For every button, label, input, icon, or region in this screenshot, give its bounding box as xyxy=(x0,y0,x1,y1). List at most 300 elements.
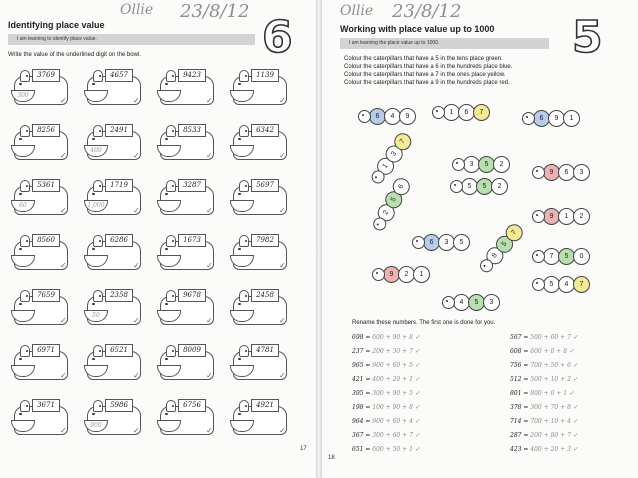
dog-ear xyxy=(93,180,103,192)
caterpillar-head xyxy=(532,278,545,291)
caterpillar-head xyxy=(532,250,545,263)
dog-ear xyxy=(166,70,176,82)
rename-number: 237 = xyxy=(352,348,373,355)
dog-card xyxy=(229,229,293,271)
worksheet-number: 5 xyxy=(572,12,603,63)
dog-ear xyxy=(20,70,30,82)
dog-nose xyxy=(165,138,168,140)
rename-number: 423 = xyxy=(510,446,531,453)
rename-answer: 90 + xyxy=(392,390,410,397)
dog-card xyxy=(83,229,147,271)
number-card: 9678 xyxy=(178,289,206,302)
rename-number: 287 = xyxy=(510,432,531,439)
dog-ear xyxy=(166,345,176,357)
dog-nose xyxy=(19,413,22,415)
dog-eye xyxy=(172,350,174,352)
rename-row xyxy=(510,334,578,341)
dog-nose xyxy=(165,193,168,195)
number-card: 8009 xyxy=(178,344,206,357)
caterpillar-head xyxy=(532,166,545,179)
bowl-answer: 1,000 xyxy=(84,200,108,212)
caterpillar-segment: 1 xyxy=(443,104,460,121)
caterpillar-segment: 8 xyxy=(483,244,507,268)
dog-card xyxy=(156,119,220,161)
dog-nose xyxy=(19,138,22,140)
rename-number: 421 = xyxy=(352,376,373,383)
copyright-notice xyxy=(0,260,1,360)
dog-card xyxy=(156,339,220,381)
rename-answer: 500 + xyxy=(530,334,551,341)
caterpillar xyxy=(532,276,590,293)
number-card: 2458 xyxy=(251,289,279,302)
rename-answer: 200 + xyxy=(372,348,393,355)
rename-number: 367 = xyxy=(352,432,373,439)
dog-nose xyxy=(238,193,241,195)
dog-eye xyxy=(245,405,247,407)
rename-answer: 5 ✓ xyxy=(409,390,420,397)
number-card: 5697 xyxy=(251,179,279,192)
dog-nose xyxy=(238,303,241,305)
check-mark-icon: ✓ xyxy=(206,316,213,325)
check-mark-icon: ✓ xyxy=(133,151,140,160)
dog-ear xyxy=(166,290,176,302)
check-mark-icon: ✓ xyxy=(133,426,140,435)
check-mark-icon: ✓ xyxy=(60,316,67,325)
rename-number: 395 = xyxy=(352,390,373,397)
dog-eye xyxy=(245,75,247,77)
check-mark-icon: ✓ xyxy=(206,206,213,215)
dog-nose xyxy=(165,303,168,305)
dog-card xyxy=(156,64,220,106)
dog-ear xyxy=(239,400,249,412)
dog-eye xyxy=(26,130,28,132)
check-mark-icon: ✓ xyxy=(279,316,286,325)
caterpillar-segment: 4 xyxy=(384,108,401,125)
dog-nose xyxy=(92,248,95,250)
dog-eye xyxy=(99,295,101,297)
rename-row xyxy=(510,446,578,453)
caterpillar xyxy=(358,108,416,125)
rename-answer: 600 + xyxy=(372,446,393,453)
caterpillar-head xyxy=(452,158,465,171)
rename-answer: 0 + xyxy=(550,390,564,397)
dog-nose xyxy=(165,248,168,250)
rename-answer: 60 + xyxy=(392,418,410,425)
rename-answer: 60 + xyxy=(392,432,410,439)
dog-eye xyxy=(99,350,101,352)
rename-row xyxy=(510,418,578,425)
number-card: 6342 xyxy=(251,124,279,137)
rename-row xyxy=(352,418,420,425)
page-title: Identifying place value xyxy=(8,20,105,30)
check-mark-icon: ✓ xyxy=(60,206,67,215)
bowl-answer: 300 xyxy=(11,90,35,102)
dog-nose xyxy=(92,83,95,85)
caterpillar-segment: 6 xyxy=(423,234,440,251)
rename-answer: 400 + xyxy=(530,446,551,453)
bowl-answer: 400 xyxy=(84,145,108,157)
rename-answer: 7 ✓ xyxy=(409,348,420,355)
number-card: 7659 xyxy=(32,289,60,302)
bowl-answer: 50 xyxy=(84,310,108,322)
dog-nose xyxy=(92,303,95,305)
instruction-2: Colour the caterpillars that have a 6 in the hundreds place blue. xyxy=(344,64,513,70)
rename-row xyxy=(352,348,420,355)
rename-answer: 400 + xyxy=(372,376,393,383)
dog-nose xyxy=(238,83,241,85)
rename-number: 714 = xyxy=(510,418,531,425)
dog-card xyxy=(10,229,74,271)
rename-answer: 1 ✓ xyxy=(563,390,575,397)
caterpillar xyxy=(432,104,490,121)
rename-answer: 300 + xyxy=(372,432,393,439)
rename-row xyxy=(352,376,420,383)
caterpillar-segment: 7 xyxy=(573,276,590,293)
check-mark-icon: ✓ xyxy=(60,151,67,160)
rename-number: 651 = xyxy=(352,446,373,453)
rename-row xyxy=(510,390,574,397)
dog-ear xyxy=(20,235,30,247)
number-card: 3287 xyxy=(178,179,206,192)
caterpillar-segment: 6 xyxy=(369,108,386,125)
rename-answer: 20 + xyxy=(550,446,568,453)
handwritten-date: 23/8/12 xyxy=(392,1,462,22)
rename-answer: 300 + xyxy=(530,404,551,411)
rename-answer: 600 + xyxy=(530,348,551,355)
check-mark-icon: ✓ xyxy=(279,206,286,215)
dog-nose xyxy=(19,248,22,250)
caterpillar-segment: 2 xyxy=(573,208,590,225)
rename-answer: 8 ✓ xyxy=(563,348,575,355)
learning-objective: I am learning the place value up to 1000. xyxy=(340,38,549,49)
caterpillar-head xyxy=(450,180,463,193)
caterpillar xyxy=(476,221,526,276)
rename-answer: 50 + xyxy=(550,362,568,369)
rename-answer: 8 ✓ xyxy=(409,404,420,411)
caterpillar-segment: 5 xyxy=(558,248,575,265)
dog-ear xyxy=(239,345,249,357)
rename-row xyxy=(352,390,420,397)
caterpillar xyxy=(522,110,580,127)
dog-eye xyxy=(172,295,174,297)
number-card: 8256 xyxy=(32,124,60,137)
number-card: 6286 xyxy=(105,234,133,247)
rename-answer: 900 + xyxy=(372,418,393,425)
rename-answer: 4 ✓ xyxy=(567,418,578,425)
dog-card xyxy=(229,394,293,436)
caterpillar-segment: 5 xyxy=(478,156,495,173)
dog-ear xyxy=(93,345,103,357)
dog-card xyxy=(10,119,74,161)
check-mark-icon: ✓ xyxy=(133,206,140,215)
caterpillar-segment: 5 xyxy=(543,276,560,293)
caterpillar xyxy=(367,130,414,187)
caterpillar-segment: 2 xyxy=(491,178,508,195)
dog-card xyxy=(83,284,147,326)
rename-number: 801 = xyxy=(510,390,531,397)
caterpillar-segment: 6 xyxy=(458,104,475,121)
rename-number: 698 = xyxy=(352,334,373,341)
check-mark-icon: ✓ xyxy=(60,426,67,435)
caterpillar-segment: 9 xyxy=(543,164,560,181)
check-mark-icon: ✓ xyxy=(279,426,286,435)
caterpillar-head xyxy=(442,296,455,309)
dog-card xyxy=(83,174,147,216)
dog-nose xyxy=(165,358,168,360)
dog-nose xyxy=(19,83,22,85)
dog-ear xyxy=(93,290,103,302)
number-card: 6756 xyxy=(178,399,206,412)
caterpillar-segment: 2 xyxy=(493,156,510,173)
number-card: 9423 xyxy=(178,69,206,82)
number-card: 2358 xyxy=(105,289,133,302)
rename-answer: 8 ✓ xyxy=(409,334,420,341)
dog-ear xyxy=(239,70,249,82)
instruction-3: Colour the caterpillars that have a 7 in the ones place yellow. xyxy=(344,72,506,78)
dog-eye xyxy=(26,405,28,407)
rename-number: 378 = xyxy=(510,404,531,411)
rename-answer: 7 ✓ xyxy=(567,334,578,341)
dog-card xyxy=(10,64,74,106)
caterpillar-segment: 1 xyxy=(558,208,575,225)
caterpillar-segment: 5 xyxy=(461,178,478,195)
caterpillar xyxy=(369,175,413,234)
caterpillar-segment: 4 xyxy=(558,276,575,293)
rename-number: 965 = xyxy=(352,362,373,369)
number-card: 2491 xyxy=(105,124,133,137)
check-mark-icon: ✓ xyxy=(279,151,286,160)
rename-answer: 90 + xyxy=(392,404,410,411)
dog-ear xyxy=(239,180,249,192)
rename-number: 567 = xyxy=(510,334,531,341)
check-mark-icon: ✓ xyxy=(133,96,140,105)
check-mark-icon: ✓ xyxy=(60,96,67,105)
dog-eye xyxy=(245,185,247,187)
rename-answer: 200 + xyxy=(530,432,551,439)
rename-row xyxy=(510,376,578,383)
dog-eye xyxy=(172,185,174,187)
dog-ear xyxy=(20,290,30,302)
rename-answer: 100 + xyxy=(372,404,393,411)
check-mark-icon: ✓ xyxy=(279,371,286,380)
rename-answer: 0 + xyxy=(550,348,564,355)
learning-objective: I am learning to identify place value. xyxy=(8,34,255,45)
bowl-answer: 60 xyxy=(11,200,35,212)
dog-eye xyxy=(26,295,28,297)
number-card: 1673 xyxy=(178,234,206,247)
rename-answer: 60 + xyxy=(550,334,568,341)
caterpillar xyxy=(532,164,590,181)
caterpillar-segment: 0 xyxy=(573,248,590,265)
dog-ear xyxy=(20,125,30,137)
caterpillar xyxy=(452,156,510,173)
dog-eye xyxy=(99,130,101,132)
dog-card xyxy=(229,119,293,161)
dog-ear xyxy=(166,400,176,412)
number-card: 8560 xyxy=(32,234,60,247)
rename-answer: 60 + xyxy=(392,362,410,369)
dog-card xyxy=(83,394,147,436)
dog-card xyxy=(83,64,147,106)
dog-eye xyxy=(245,295,247,297)
dog-card xyxy=(156,284,220,326)
dog-eye xyxy=(26,350,28,352)
left-page xyxy=(0,0,316,478)
number-card: 3769 xyxy=(32,69,60,82)
caterpillar-segment: 1 xyxy=(374,154,398,178)
dog-card xyxy=(83,339,147,381)
rename-answer: 500 + xyxy=(530,376,551,383)
dog-ear xyxy=(166,235,176,247)
rename-answer: 50 + xyxy=(392,446,410,453)
number-card: 8533 xyxy=(178,124,206,137)
dog-card xyxy=(156,394,220,436)
caterpillar xyxy=(532,208,590,225)
dog-eye xyxy=(26,75,28,77)
dog-nose xyxy=(19,358,22,360)
caterpillar-head xyxy=(372,268,385,281)
caterpillar-segment: 3 xyxy=(573,164,590,181)
rename-row xyxy=(352,446,420,453)
caterpillar xyxy=(412,234,470,251)
rename-answer: 300 + xyxy=(372,390,393,397)
dog-ear xyxy=(239,125,249,137)
caterpillar-segment: 7 xyxy=(502,221,526,245)
rename-answer: 8 ✓ xyxy=(567,404,578,411)
caterpillar-segment: 9 xyxy=(543,208,560,225)
caterpillar-segment: 4 xyxy=(453,294,470,311)
check-mark-icon: ✓ xyxy=(279,261,286,270)
dog-eye xyxy=(245,130,247,132)
rename-number: 756 = xyxy=(510,362,531,369)
rename-answer: 80 + xyxy=(550,432,568,439)
dog-ear xyxy=(93,125,103,137)
rename-answer: 900 + xyxy=(372,362,393,369)
caterpillar xyxy=(372,266,430,283)
rename-answer: 5 ✓ xyxy=(409,362,420,369)
dog-nose xyxy=(238,138,241,140)
caterpillar-segment: 6 xyxy=(533,110,550,127)
rename-number: 198 = xyxy=(352,404,373,411)
number-card: 7982 xyxy=(251,234,279,247)
bowl-answer: 900 xyxy=(84,420,108,432)
dog-card xyxy=(10,394,74,436)
caterpillar-head xyxy=(432,106,445,119)
caterpillar xyxy=(450,178,508,195)
check-mark-icon: ✓ xyxy=(133,261,140,270)
dog-eye xyxy=(172,240,174,242)
rename-answer: 700 + xyxy=(530,362,551,369)
rename-answer: 7 ✓ xyxy=(409,432,420,439)
rename-row xyxy=(510,348,574,355)
instruction: Write the value of the underlined digit on the bowl. xyxy=(8,52,141,58)
rename-number: 512 = xyxy=(510,376,531,383)
caterpillar-segment: 5 xyxy=(493,232,517,256)
dog-card xyxy=(229,339,293,381)
number-card: 6521 xyxy=(105,344,133,357)
rename-number: 964 = xyxy=(352,418,373,425)
caterpillar-head xyxy=(412,236,425,249)
caterpillar-head xyxy=(522,112,535,125)
dog-card xyxy=(10,174,74,216)
number-card: 6971 xyxy=(32,344,60,357)
check-mark-icon: ✓ xyxy=(206,151,213,160)
instruction-4: Colour the caterpillars that have a 9 in the hundreds place red. xyxy=(344,80,510,86)
check-mark-icon: ✓ xyxy=(60,261,67,270)
caterpillar-segment: 5 xyxy=(453,234,470,251)
rename-answer: 70 + xyxy=(550,404,568,411)
rename-answer: 30 + xyxy=(392,348,410,355)
rename-answer: 10 + xyxy=(550,418,568,425)
dog-nose xyxy=(92,413,95,415)
rename-row xyxy=(352,362,420,369)
rename-row xyxy=(352,432,420,439)
rename-row xyxy=(510,362,578,369)
page-number: 18 xyxy=(328,455,335,461)
dog-ear xyxy=(239,290,249,302)
caterpillar-segment: 9 xyxy=(548,110,565,127)
dog-eye xyxy=(99,185,101,187)
number-card: 1719 xyxy=(105,179,133,192)
caterpillar-segment: 2 xyxy=(375,201,398,224)
dog-eye xyxy=(26,185,28,187)
dog-eye xyxy=(99,75,101,77)
check-mark-icon: ✓ xyxy=(279,96,286,105)
dog-eye xyxy=(26,240,28,242)
dog-card xyxy=(229,284,293,326)
number-card: 4781 xyxy=(251,344,279,357)
check-mark-icon: ✓ xyxy=(206,371,213,380)
check-mark-icon: ✓ xyxy=(133,371,140,380)
caterpillar-segment: 5 xyxy=(468,294,485,311)
caterpillar-segment: 3 xyxy=(438,234,455,251)
dog-nose xyxy=(238,358,241,360)
dog-card xyxy=(229,174,293,216)
caterpillar xyxy=(532,248,590,265)
dog-ear xyxy=(20,180,30,192)
rename-answer: 3 ✓ xyxy=(567,446,578,453)
page-number: 17 xyxy=(300,446,307,452)
caterpillar-head xyxy=(532,210,545,223)
rename-number: 608 = xyxy=(510,348,531,355)
worksheet-number: 6 xyxy=(262,12,293,63)
instruction-1: Colour the caterpillars that have a 5 in the tens place green. xyxy=(344,56,503,62)
dog-eye xyxy=(99,405,101,407)
dog-ear xyxy=(166,180,176,192)
caterpillar xyxy=(442,294,500,311)
dog-nose xyxy=(165,413,168,415)
rename-answer: 90 + xyxy=(392,334,410,341)
dog-eye xyxy=(172,405,174,407)
dog-card xyxy=(83,119,147,161)
caterpillar-segment: 5 xyxy=(382,188,405,211)
rename-row xyxy=(510,404,578,411)
number-card: 5361 xyxy=(32,179,60,192)
rename-instruction: Rename these numbers. The first one is done for you. xyxy=(352,320,496,326)
number-card: 4921 xyxy=(251,399,279,412)
dog-ear xyxy=(93,400,103,412)
dog-card xyxy=(10,339,74,381)
caterpillar-segment: 1 xyxy=(563,110,580,127)
check-mark-icon: ✓ xyxy=(206,261,213,270)
rename-answer: 10 + xyxy=(550,376,568,383)
dog-eye xyxy=(245,350,247,352)
caterpillar-segment: 9 xyxy=(383,266,400,283)
dog-card xyxy=(156,174,220,216)
rename-answer: 700 + xyxy=(530,418,551,425)
rename-answer: 7 ✓ xyxy=(567,432,578,439)
caterpillar-segment: 2 xyxy=(398,266,415,283)
